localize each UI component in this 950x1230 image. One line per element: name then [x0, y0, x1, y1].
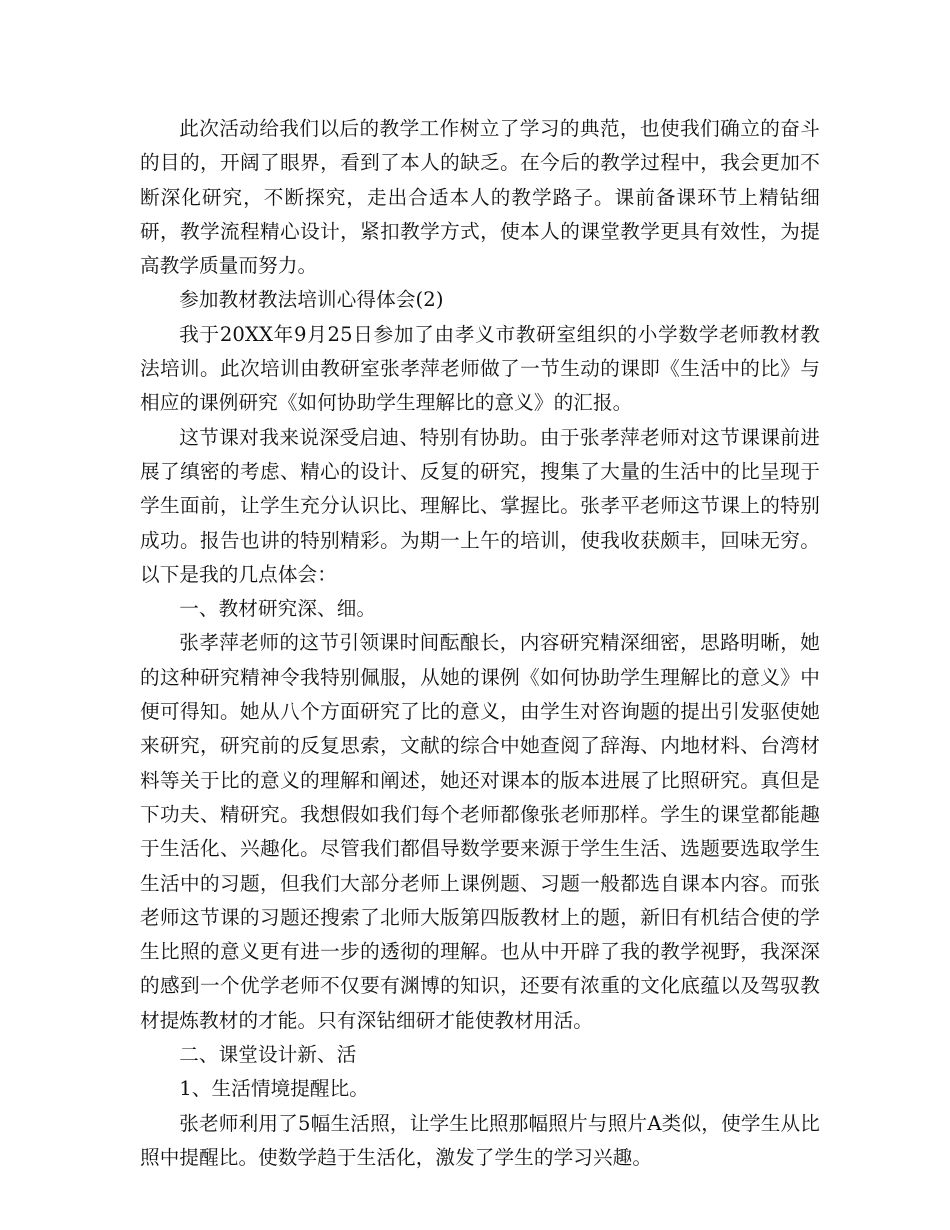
subheading-life-situation: 1、生活情境提醒比。: [179, 1077, 369, 1101]
section-title-training-reflection: 参加教材教法培训心得体会(2): [179, 288, 444, 312]
paragraph-training-intro: 我于20XX年9月25日参加了由孝义市教研室组织的小学数学老师教材教法培训。此次培训由教研室张孝萍老师做了一节生动的课即《生活中的比》与相应的课例研究《如何协助学生理解比的意义》的汇报。: [140, 322, 820, 415]
paragraph-activity-summary: 此次活动给我们以后的教学工作树立了学习的典范，也使我们确立的奋斗的目的，开阔了眼界，看到了本人的缺乏。在今后的教学过程中，我会更加不断深化研究，不断探究，走出合适本人的教学路子。课前备课环节上精钻细研，教学流程精心设计，紧扣教学方式，使本人的课堂教学更具有效性，为提高教学质量而努力。: [140, 117, 820, 278]
document-body: [140, 112, 820, 1175]
paragraph-textbook-research: 张孝萍老师的这节引领课时间酝酿长，内容研究精深细密，思路明晰，她的这种研究精神令我特别佩服，从她的课例《如何协助学生理解比的意义》中便可得知。她从八个方面研究了比的意义，由学生对咨询题的提出引发驱使她来研究，研究前的反复思索，文献的综合中她查阅了辞海、内地材料、台湾材料等关于比的意义的理解和阐述，她还对课本的版本进展了比照研究。真但是下功夫、精研究。我想假如我们每个老师都像张老师那样。学生的课堂都能趣于生活化、兴趣化。尽管我们都倡导数学要来源于学生生活、选题要选取学生生活中的习题，但我们大部分老师上课例题、习题一般都选自课本内容。而张老师这节课的习题还搜索了北师大版第四版教材上的题，新旧有机结合使的学生比照的意义更有进一步的透彻的理解。也从中开辟了我的教学视野，我深深的感到一个优学老师不仅要有渊博的知识，还要有浓重的文化底蕴以及驾驭教材提炼教材的才能。只有深钻细研才能使教材用活。: [140, 631, 820, 1032]
heading-classroom-design: 二、课堂设计新、活: [179, 1043, 357, 1067]
paragraph-lesson-impression: 这节课对我来说深受启迪、特别有协助。由于张孝萍老师对这节课课前进展了缜密的考虑、精心的设计、反复的研究，搜集了大量的生活中的比呈现于学生面前，让学生充分认识比、理解比、掌握比。张孝平老师这节课上的特别成功。报告也讲的特别精彩。为期一上午的培训，使我收获颇丰，回味无穷。以下是我的几点体会：: [140, 425, 820, 586]
heading-textbook-research: 一、教材研究深、细。: [179, 597, 377, 621]
paragraph-life-photos: 张老师利用了5幅生活照，让学生比照那幅照片与照片A类似，使学生从比照中提醒比。使数学趋于生活化，激发了学生的学习兴趣。: [140, 1111, 820, 1169]
